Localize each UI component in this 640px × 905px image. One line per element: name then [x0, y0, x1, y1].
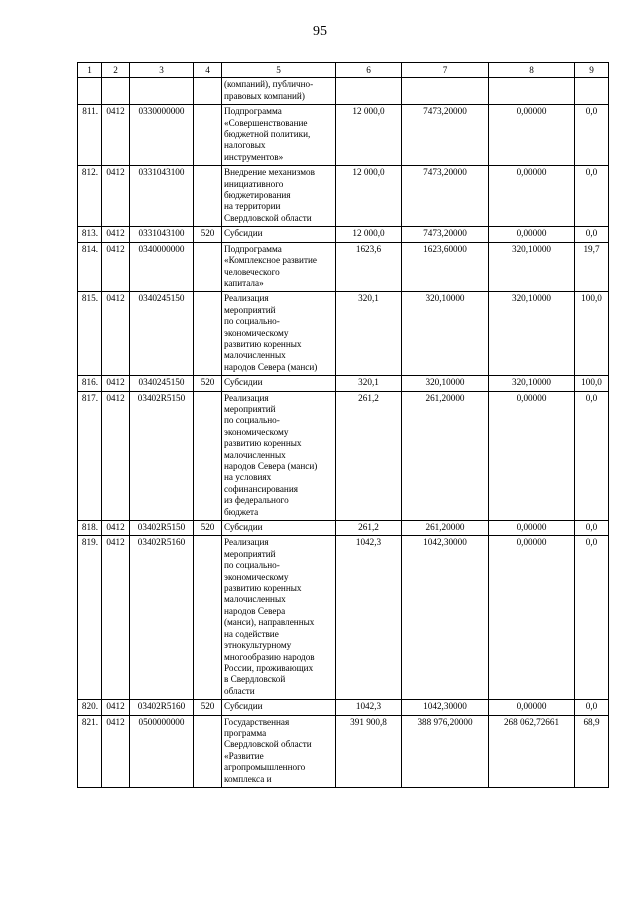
row-number-cell: 811. — [78, 105, 102, 166]
executed-amount-cell: 0,00000 — [489, 700, 575, 715]
item-name-cell: Реализация мероприятий по социально- экономическому развитию коренных малочисленных народов Севера (манси) — [222, 292, 336, 376]
section-code-cell — [102, 78, 130, 105]
expense-type-cell — [194, 78, 222, 105]
executed-amount-cell: 0,00000 — [489, 391, 575, 520]
execution-percent-cell: 68,9 — [575, 715, 609, 787]
approved-amount-cell: 7473,20000 — [402, 227, 489, 242]
executed-amount-cell: 0,00000 — [489, 166, 575, 227]
target-code-cell: 03402R5150 — [130, 521, 194, 536]
row-number-cell: 820. — [78, 700, 102, 715]
target-code-cell: 0340245150 — [130, 292, 194, 376]
table-row — [78, 715, 609, 787]
section-code-cell: 0412 — [102, 700, 130, 715]
expense-type-cell — [194, 715, 222, 787]
execution-percent-cell — [575, 78, 609, 105]
expense-type-cell — [194, 391, 222, 520]
budget-table — [77, 62, 609, 788]
executed-amount-cell: 0,00000 — [489, 105, 575, 166]
planned-amount-cell: 1042,3 — [336, 700, 402, 715]
planned-amount-cell: 12 000,0 — [336, 227, 402, 242]
execution-percent-cell: 0,0 — [575, 227, 609, 242]
target-code-cell: 0340000000 — [130, 242, 194, 292]
executed-amount-cell: 0,00000 — [489, 227, 575, 242]
target-code-cell: 03402R5150 — [130, 391, 194, 520]
expense-type-cell: 520 — [194, 227, 222, 242]
row-number-cell: 813. — [78, 227, 102, 242]
target-code-cell: 0331043100 — [130, 166, 194, 227]
target-code-cell: 03402R5160 — [130, 536, 194, 700]
table-row — [78, 391, 609, 520]
item-name-cell: Субсидии — [222, 521, 336, 536]
planned-amount-cell: 1042,3 — [336, 536, 402, 700]
planned-amount-cell: 261,2 — [336, 521, 402, 536]
approved-amount-cell: 320,10000 — [402, 376, 489, 391]
planned-amount-cell: 320,1 — [336, 292, 402, 376]
execution-percent-cell: 0,0 — [575, 536, 609, 700]
approved-amount-cell: 7473,20000 — [402, 105, 489, 166]
row-number-cell: 814. — [78, 242, 102, 292]
execution-percent-cell: 19,7 — [575, 242, 609, 292]
approved-amount-cell: 261,20000 — [402, 391, 489, 520]
approved-amount-cell: 388 976,20000 — [402, 715, 489, 787]
expense-type-cell — [194, 536, 222, 700]
item-name-cell: Внедрение механизмов инициативного бюджетирования на территории Свердловской области — [222, 166, 336, 227]
column-header: 1 — [78, 63, 102, 78]
table-row — [78, 376, 609, 391]
approved-amount-cell: 261,20000 — [402, 521, 489, 536]
column-header: 2 — [102, 63, 130, 78]
table-row — [78, 166, 609, 227]
row-number-cell: 812. — [78, 166, 102, 227]
column-header: 5 — [222, 63, 336, 78]
section-code-cell: 0412 — [102, 227, 130, 242]
table-row — [78, 292, 609, 376]
planned-amount-cell: 261,2 — [336, 391, 402, 520]
expense-type-cell — [194, 242, 222, 292]
approved-amount-cell: 1623,60000 — [402, 242, 489, 292]
table-row — [78, 521, 609, 536]
table-header-row — [78, 63, 609, 78]
expense-type-cell — [194, 105, 222, 166]
approved-amount-cell: 1042,30000 — [402, 700, 489, 715]
column-header: 6 — [336, 63, 402, 78]
expense-type-cell: 520 — [194, 700, 222, 715]
row-number-cell — [78, 78, 102, 105]
section-code-cell: 0412 — [102, 536, 130, 700]
expense-type-cell: 520 — [194, 376, 222, 391]
item-name-cell: Субсидии — [222, 376, 336, 391]
target-code-cell: 0331043100 — [130, 227, 194, 242]
planned-amount-cell — [336, 78, 402, 105]
table-row — [78, 242, 609, 292]
planned-amount-cell: 1623,6 — [336, 242, 402, 292]
execution-percent-cell: 100,0 — [575, 376, 609, 391]
section-code-cell: 0412 — [102, 391, 130, 520]
planned-amount-cell: 12 000,0 — [336, 105, 402, 166]
execution-percent-cell: 0,0 — [575, 700, 609, 715]
executed-amount-cell — [489, 78, 575, 105]
execution-percent-cell: 0,0 — [575, 521, 609, 536]
section-code-cell: 0412 — [102, 376, 130, 391]
item-name-cell: Субсидии — [222, 700, 336, 715]
expense-type-cell: 520 — [194, 521, 222, 536]
row-number-cell: 821. — [78, 715, 102, 787]
section-code-cell: 0412 — [102, 292, 130, 376]
approved-amount-cell: 1042,30000 — [402, 536, 489, 700]
target-code-cell: 0500000000 — [130, 715, 194, 787]
table-row — [78, 78, 609, 105]
approved-amount-cell: 320,10000 — [402, 292, 489, 376]
item-name-cell: Государственная программа Свердловской области «Развитие агропромышленного комплекса и — [222, 715, 336, 787]
item-name-cell: Реализация мероприятий по социально- экономическому развитию коренных малочисленных народов Севера (манси), направленных на содействие этнокультурному многообразию народов России, проживающих в Свердловской области — [222, 536, 336, 700]
target-code-cell: 0340245150 — [130, 376, 194, 391]
column-header: 3 — [130, 63, 194, 78]
item-name-cell: Субсидии — [222, 227, 336, 242]
expense-type-cell — [194, 292, 222, 376]
item-name-cell: Подпрограмма «Комплексное развитие человеческого капитала» — [222, 242, 336, 292]
section-code-cell: 0412 — [102, 715, 130, 787]
column-header: 4 — [194, 63, 222, 78]
table-row — [78, 536, 609, 700]
target-code-cell: 0330000000 — [130, 105, 194, 166]
executed-amount-cell: 320,10000 — [489, 376, 575, 391]
execution-percent-cell: 0,0 — [575, 105, 609, 166]
item-name-cell: Реализация мероприятий по социально- экономическому развитию коренных малочисленных народов Севера (манси) на условиях софинансирования из федерального бюджета — [222, 391, 336, 520]
row-number-cell: 817. — [78, 391, 102, 520]
table-row — [78, 105, 609, 166]
executed-amount-cell: 268 062,72661 — [489, 715, 575, 787]
target-code-cell: 03402R5160 — [130, 700, 194, 715]
item-name-cell: (компаний), публично- правовых компаний) — [222, 78, 336, 105]
column-header: 8 — [489, 63, 575, 78]
execution-percent-cell: 100,0 — [575, 292, 609, 376]
section-code-cell: 0412 — [102, 521, 130, 536]
planned-amount-cell: 320,1 — [336, 376, 402, 391]
executed-amount-cell: 0,00000 — [489, 521, 575, 536]
column-header: 9 — [575, 63, 609, 78]
row-number-cell: 819. — [78, 536, 102, 700]
execution-percent-cell: 0,0 — [575, 391, 609, 520]
planned-amount-cell: 12 000,0 — [336, 166, 402, 227]
item-name-cell: Подпрограмма «Совершенствование бюджетной политики, налоговых инструментов» — [222, 105, 336, 166]
section-code-cell: 0412 — [102, 242, 130, 292]
row-number-cell: 815. — [78, 292, 102, 376]
table-row — [78, 700, 609, 715]
table-row — [78, 227, 609, 242]
row-number-cell: 816. — [78, 376, 102, 391]
executed-amount-cell: 320,10000 — [489, 242, 575, 292]
page-number: 95 — [313, 24, 327, 39]
executed-amount-cell: 0,00000 — [489, 536, 575, 700]
executed-amount-cell: 320,10000 — [489, 292, 575, 376]
planned-amount-cell: 391 900,8 — [336, 715, 402, 787]
approved-amount-cell: 7473,20000 — [402, 166, 489, 227]
row-number-cell: 818. — [78, 521, 102, 536]
section-code-cell: 0412 — [102, 105, 130, 166]
approved-amount-cell — [402, 78, 489, 105]
section-code-cell: 0412 — [102, 166, 130, 227]
column-header: 7 — [402, 63, 489, 78]
target-code-cell — [130, 78, 194, 105]
expense-type-cell — [194, 166, 222, 227]
execution-percent-cell: 0,0 — [575, 166, 609, 227]
